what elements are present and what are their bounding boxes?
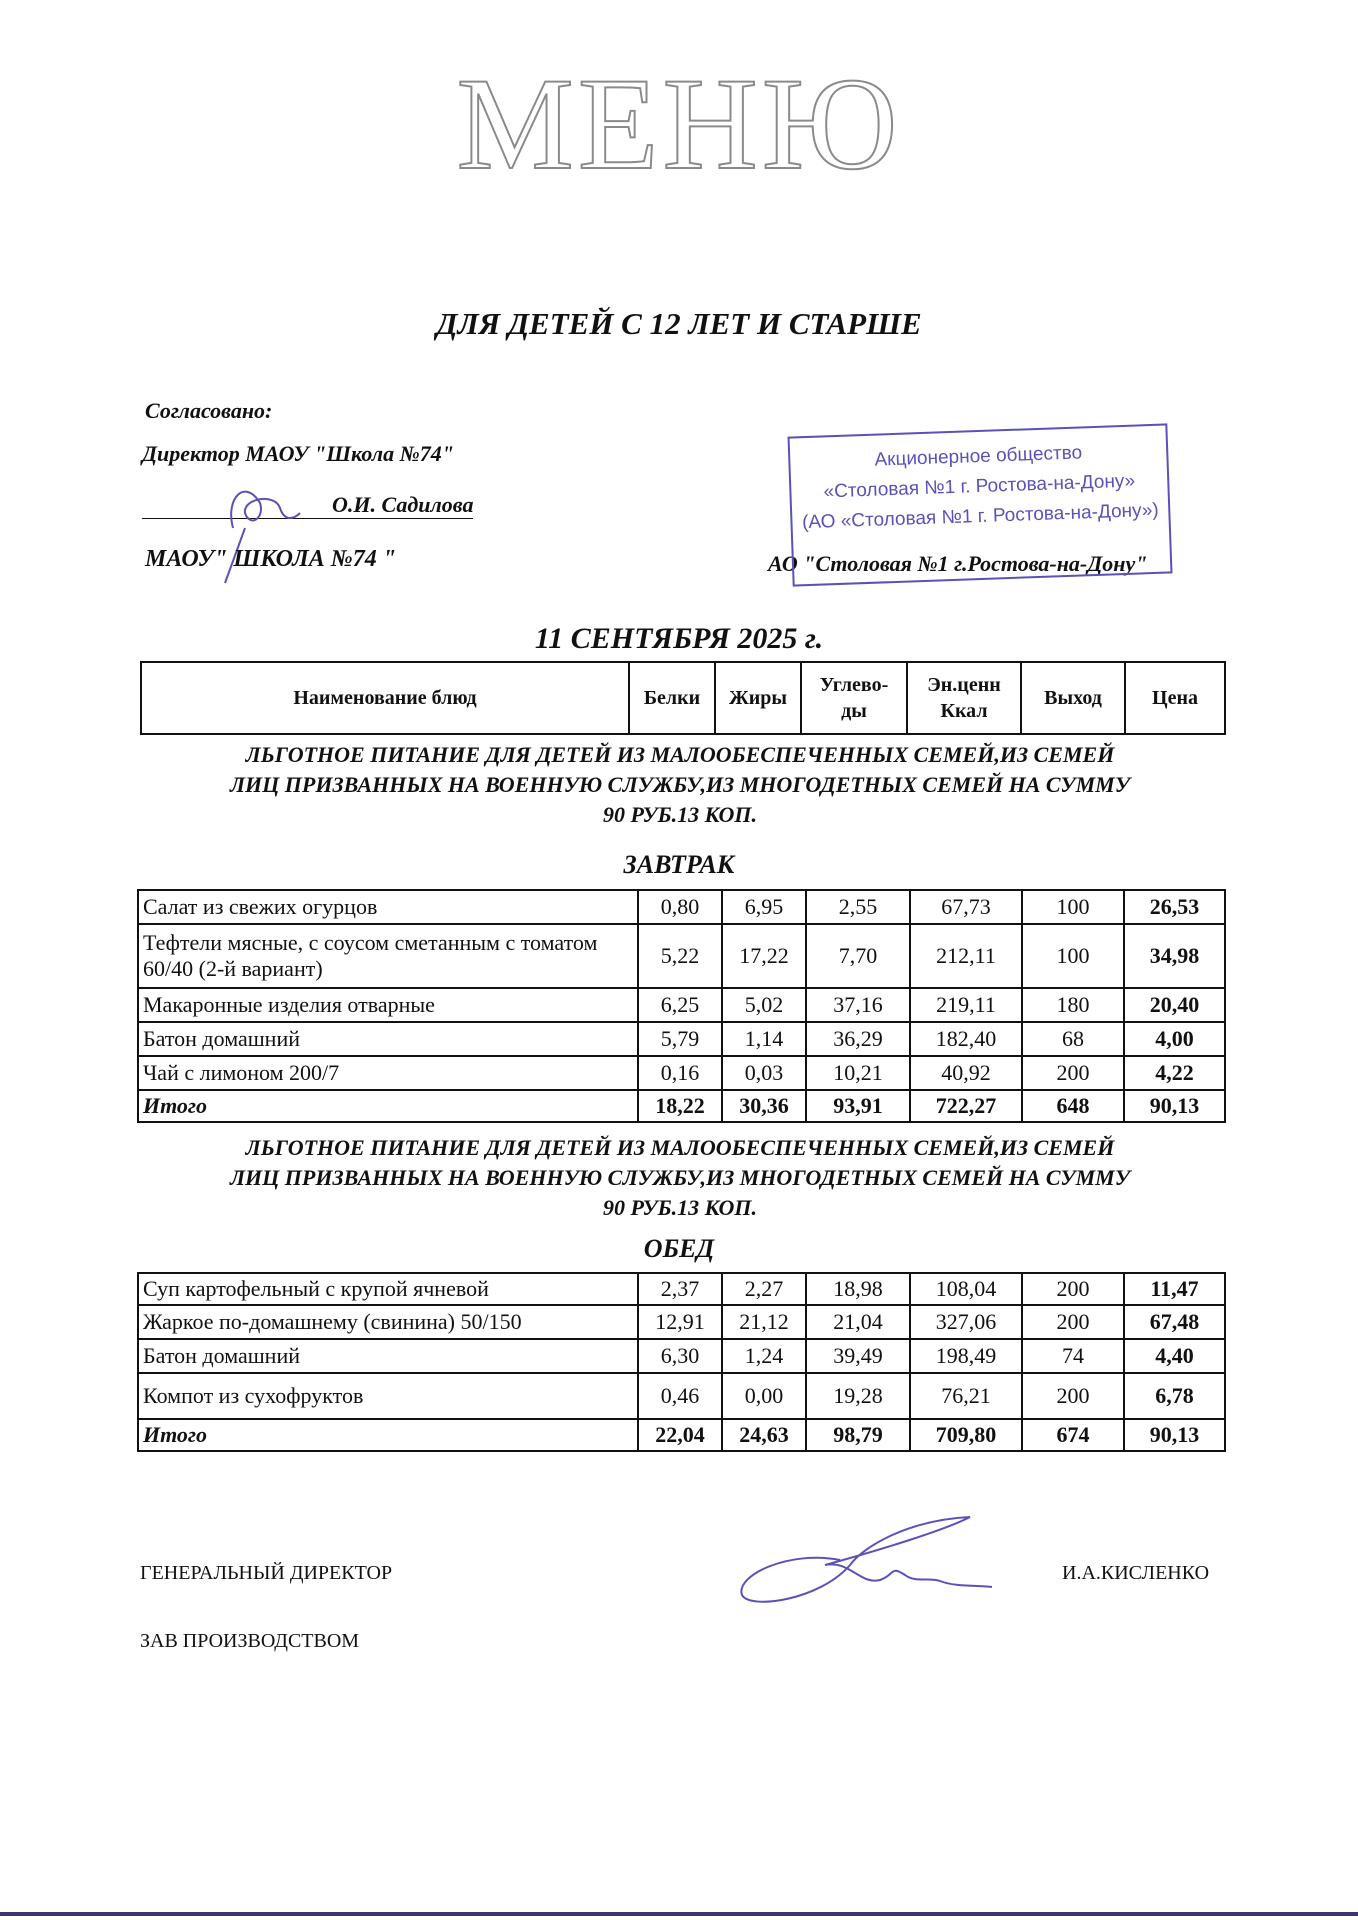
- total-proteins: 22,04: [638, 1419, 722, 1451]
- total-fats: 24,63: [722, 1419, 806, 1451]
- dish-name: Батон домашний: [138, 1022, 638, 1056]
- yield-value: 74: [1022, 1339, 1124, 1373]
- header-price: Цена: [1125, 662, 1225, 734]
- director-label: Директор МАОУ "Школа №74": [142, 441, 454, 466]
- school-name: МАОУ" ШКОЛА №74 ": [145, 546, 397, 572]
- yield-value: 200: [1022, 1373, 1124, 1419]
- yield-value: 100: [1022, 890, 1124, 924]
- agreed-label: Согласовано:: [145, 398, 273, 423]
- energy-value: 212,11: [910, 924, 1022, 988]
- total-row: [138, 1419, 1225, 1451]
- carbs-value: 36,29: [806, 1022, 910, 1056]
- dish-name: Батон домашний: [138, 1339, 638, 1373]
- header-yield: Выход: [1021, 662, 1125, 734]
- fats-value: 6,95: [722, 890, 806, 924]
- gen-director-label: ГЕНЕРАЛЬНЫЙ ДИРЕКТОР: [140, 1562, 393, 1584]
- note-line-3: 90 РУБ.13 КОП.: [602, 802, 758, 827]
- energy-value: 198,49: [910, 1339, 1022, 1373]
- carbs-value: 7,70: [806, 924, 910, 988]
- benefit-note-breakfast: [130, 740, 1230, 830]
- energy-value: 108,04: [910, 1273, 1022, 1305]
- breakfast-title: ЗАВТРАК: [623, 850, 735, 879]
- table-row: [138, 890, 1225, 924]
- yield-value: 100: [1022, 924, 1124, 988]
- proteins-value: 0,16: [638, 1056, 722, 1090]
- carbs-value: 18,98: [806, 1273, 910, 1305]
- header-carbs: Углево- ды: [801, 662, 907, 734]
- yield-value: 200: [1022, 1305, 1124, 1339]
- fats-value: 0,03: [722, 1056, 806, 1090]
- table-row: [138, 1339, 1225, 1373]
- energy-value: 182,40: [910, 1022, 1022, 1056]
- total-yield: 674: [1022, 1419, 1124, 1451]
- price-value: 11,47: [1124, 1273, 1225, 1305]
- dish-name: Компот из сухофруктов: [138, 1373, 638, 1419]
- stamp-line-3: (АО «Столовая №1 г. Ростова-на-Дону»): [801, 499, 1160, 534]
- total-energy: 709,80: [910, 1419, 1022, 1451]
- yield-value: 68: [1022, 1022, 1124, 1056]
- page-title: МЕНЮ: [456, 50, 902, 197]
- carbs-value: 19,28: [806, 1373, 910, 1419]
- company-stamp: [787, 423, 1172, 586]
- total-carbs: 93,91: [806, 1090, 910, 1122]
- note-line-3: 90 РУБ.13 КОП.: [602, 1195, 758, 1220]
- fats-value: 1,24: [722, 1339, 806, 1373]
- dish-name: Суп картофельный с крупой ячневой: [138, 1273, 638, 1305]
- gen-director-signature: [730, 1505, 1000, 1615]
- total-price: 90,13: [1124, 1090, 1225, 1122]
- carbs-value: 10,21: [806, 1056, 910, 1090]
- table-row: [138, 1273, 1225, 1305]
- dish-name: Чай с лимоном 200/7: [138, 1056, 638, 1090]
- fats-value: 5,02: [722, 988, 806, 1022]
- age-subtitle: ДЛЯ ДЕТЕЙ С 12 ЛЕТ И СТАРШЕ: [436, 306, 922, 341]
- table-row: [138, 1305, 1225, 1339]
- note-line-2: ЛИЦ ПРИЗВАННЫХ НА ВОЕННУЮ СЛУЖБУ,ИЗ МНОГОДЕТНЫХ СЕМЕЙ НА СУММУ: [229, 1165, 1131, 1190]
- price-value: 4,22: [1124, 1056, 1225, 1090]
- price-value: 20,40: [1124, 988, 1225, 1022]
- proteins-value: 12,91: [638, 1305, 722, 1339]
- header-energy: Эн.ценн Ккал: [907, 662, 1021, 734]
- page-bottom-edge: [0, 1912, 1358, 1916]
- proteins-value: 5,22: [638, 924, 722, 988]
- gen-director-name: И.А.КИСЛЕНКО: [1062, 1562, 1210, 1584]
- header-fats: Жиры: [715, 662, 801, 734]
- proteins-value: 2,37: [638, 1273, 722, 1305]
- proteins-value: 5,79: [638, 1022, 722, 1056]
- price-value: 34,98: [1124, 924, 1225, 988]
- energy-value: 327,06: [910, 1305, 1022, 1339]
- title-area: [0, 50, 1358, 197]
- carbs-value: 37,16: [806, 988, 910, 1022]
- total-energy: 722,27: [910, 1090, 1022, 1122]
- carbs-value: 39,49: [806, 1339, 910, 1373]
- company-name: АО "Столовая №1 г.Ростова-на-Дону": [768, 551, 1148, 576]
- energy-value: 219,11: [910, 988, 1022, 1022]
- column-header-table: [140, 661, 1226, 735]
- carbs-value: 21,04: [806, 1305, 910, 1339]
- energy-value: 40,92: [910, 1056, 1022, 1090]
- proteins-value: 0,46: [638, 1373, 722, 1419]
- header-proteins: Белки: [629, 662, 715, 734]
- total-proteins: 18,22: [638, 1090, 722, 1122]
- carbs-value: 2,55: [806, 890, 910, 924]
- fats-value: 17,22: [722, 924, 806, 988]
- dish-name: Тефтели мясные, с соусом сметанным с томатом 60/40 (2-й вариант): [138, 924, 638, 988]
- stamp-line-2: «Столовая №1 г. Ростова-на-Дону»: [823, 470, 1136, 503]
- energy-value: 67,73: [910, 890, 1022, 924]
- lunch-title: ОБЕД: [643, 1234, 715, 1263]
- yield-value: 180: [1022, 988, 1124, 1022]
- note-line-1: ЛЬГОТНОЕ ПИТАНИЕ ДЛЯ ДЕТЕЙ ИЗ МАЛООБЕСПЕЧЕННЫХ СЕМЕЙ,ИЗ СЕМЕЙ: [245, 1135, 1115, 1160]
- table-row: [138, 924, 1225, 988]
- price-value: 4,40: [1124, 1339, 1225, 1373]
- total-label: Итого: [138, 1090, 638, 1122]
- total-label: Итого: [138, 1419, 638, 1451]
- table-row: [138, 1056, 1225, 1090]
- fats-value: 1,14: [722, 1022, 806, 1056]
- lunch-table: [137, 1272, 1226, 1452]
- price-value: 6,78: [1124, 1373, 1225, 1419]
- yield-value: 200: [1022, 1273, 1124, 1305]
- total-yield: 648: [1022, 1090, 1124, 1122]
- fats-value: 0,00: [722, 1373, 806, 1419]
- total-carbs: 98,79: [806, 1419, 910, 1451]
- dish-name: Макаронные изделия отварные: [138, 988, 638, 1022]
- production-head-label: ЗАВ ПРОИЗВОДСТВОМ: [140, 1630, 360, 1652]
- fats-value: 21,12: [722, 1305, 806, 1339]
- benefit-note-lunch: [130, 1133, 1230, 1223]
- total-price: 90,13: [1124, 1419, 1225, 1451]
- header-name: Наименование блюд: [141, 662, 629, 734]
- dish-name: Жаркое по-домашнему (свинина) 50/150: [138, 1305, 638, 1339]
- price-value: 4,00: [1124, 1022, 1225, 1056]
- dish-name: Салат из свежих огурцов: [138, 890, 638, 924]
- proteins-value: 6,30: [638, 1339, 722, 1373]
- proteins-value: 0,80: [638, 890, 722, 924]
- fats-value: 2,27: [722, 1273, 806, 1305]
- price-value: 26,53: [1124, 890, 1225, 924]
- table-row: [138, 1022, 1225, 1056]
- breakfast-table: [137, 889, 1226, 1123]
- note-line-2: ЛИЦ ПРИЗВАННЫХ НА ВОЕННУЮ СЛУЖБУ,ИЗ МНОГОДЕТНЫХ СЕМЕЙ НА СУММУ: [229, 772, 1131, 797]
- proteins-value: 6,25: [638, 988, 722, 1022]
- total-row: [138, 1090, 1225, 1122]
- table-row: [138, 988, 1225, 1022]
- stamp-line-1: Акционерное общество: [874, 442, 1083, 471]
- note-line-1: ЛЬГОТНОЕ ПИТАНИЕ ДЛЯ ДЕТЕЙ ИЗ МАЛООБЕСПЕЧЕННЫХ СЕМЕЙ,ИЗ СЕМЕЙ: [245, 742, 1115, 767]
- total-fats: 30,36: [722, 1090, 806, 1122]
- energy-value: 76,21: [910, 1373, 1022, 1419]
- table-row: [138, 1373, 1225, 1419]
- price-value: 67,48: [1124, 1305, 1225, 1339]
- director-name: О.И. Садилова: [322, 492, 473, 519]
- yield-value: 200: [1022, 1056, 1124, 1090]
- menu-date: 11 СЕНТЯБРЯ 2025 г.: [534, 622, 824, 655]
